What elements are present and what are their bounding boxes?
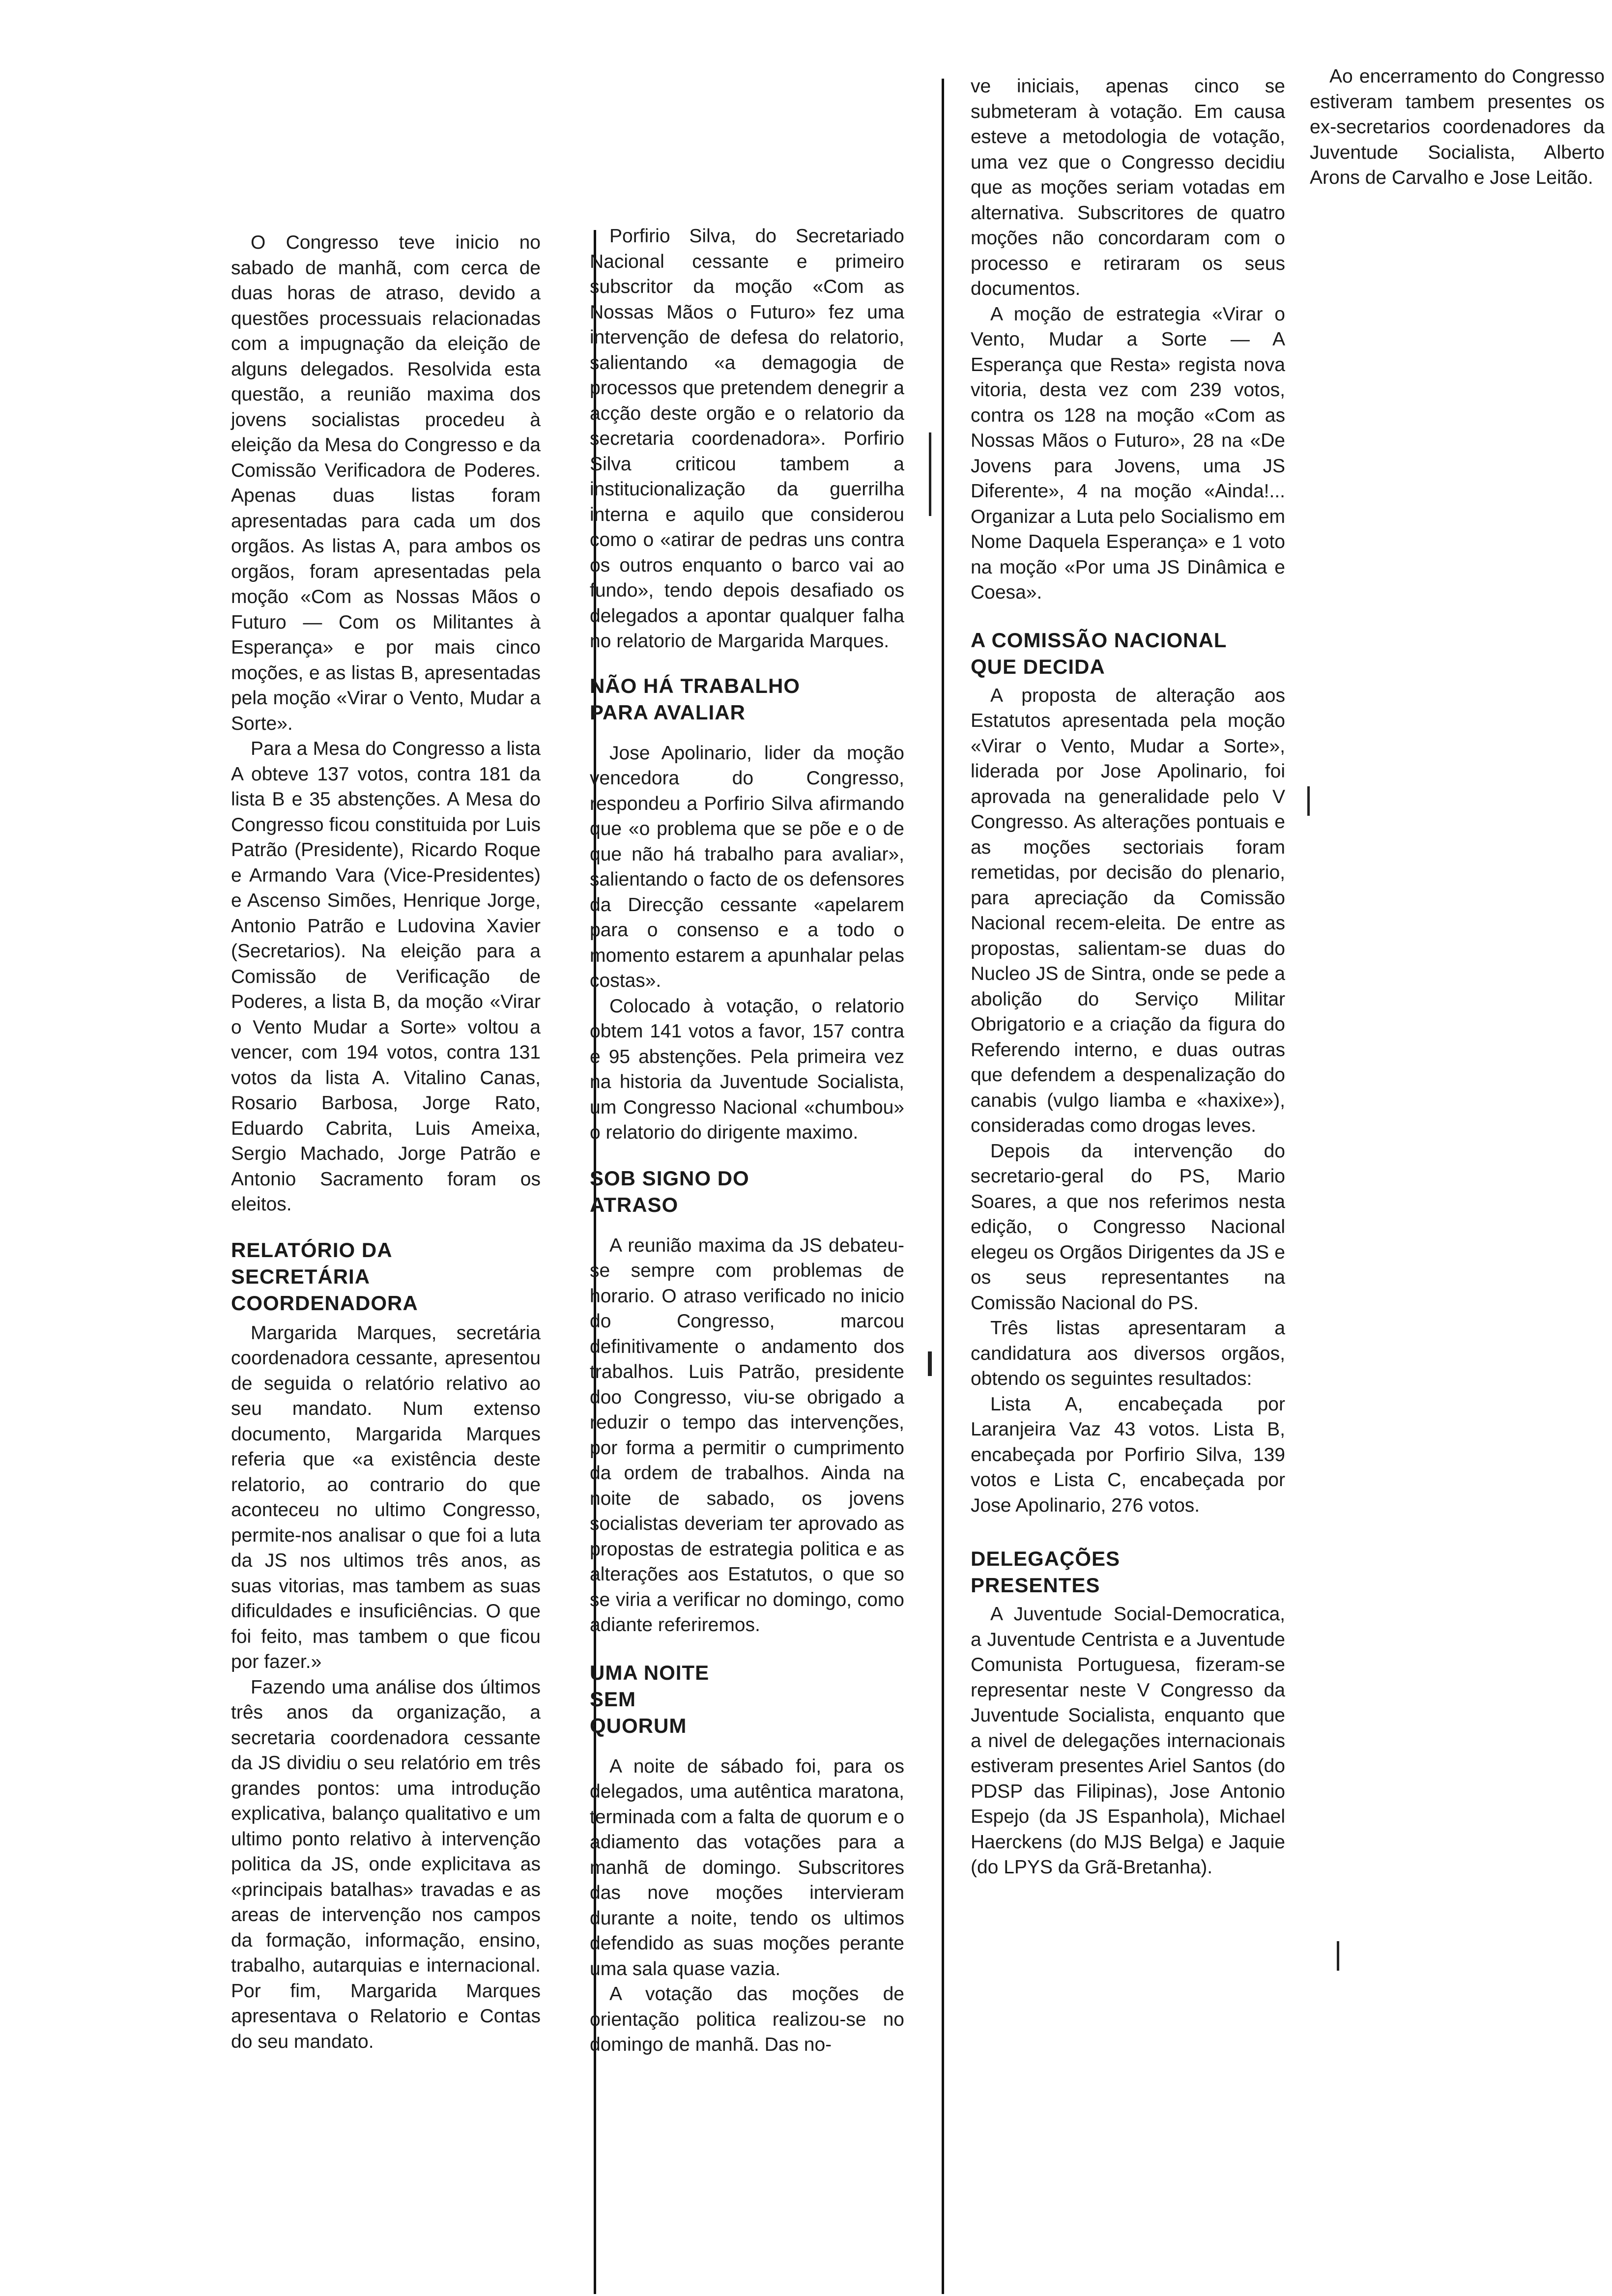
paragraph: A votação das moções de orientação politica realizou-se no domingo de manhã. Das no- [590, 1983, 904, 2055]
article-column-3 [971, 74, 1285, 1880]
paragraph: A reunião maxima da JS debateu-se sempre com problemas de horario. O atraso verificado no inicio do Congresso, marcou definitivamente o andamento dos trabalhos. Luis Patrão, presidente doo Congresso, viu-se obrigado a reduzir o tempo das intervenções, por forma a permitir o cumprimento da ordem de trabalhos. Ainda na noite de sabado, os jovens socialistas deveriam ter aprovado as propostas de estrategia politica e as alterações aos Estatutos, o que so se viria a verificar no domingo, como adiante referiremos. [590, 1234, 904, 1636]
column-rule-2 [942, 79, 944, 2294]
article-column-2 [590, 224, 904, 2058]
paragraph: Para a Mesa do Congresso a lista A obteve 137 votos, contra 181 da lista B e 35 abstenções. A Mesa do Congresso ficou constituida por Luis Patrão (Presidente), Ricardo Roque e Armando Vara (Vice-Presidentes) e Ascenso Simões, Henrique Jorge, Antonio Patrão e Ludovina Xavier (Secretarios). Na eleição para a Comissão de Verificação de Poderes, a lista B, da moção «Virar o Vento Mudar a Sorte» voltou a vencer, com 194 votos, contra 131 votos da lista A. Vitalino Canas, Rosario Barbosa, Jorge Rato, Eduardo Cabrita, Luis Ameixa, Sergio Machado, Jorge Patrão e Antonio Sacramento foram os eleitos. [231, 738, 541, 1215]
section-heading: UMA NOITE SEM QUORUM [590, 1661, 710, 1737]
paragraph: Ao encerramento do Congresso estiveram tambem presentes os ex-secretarios coordenadores da Juventude Socialista, Alberto Arons de Carvalho e Jose Leitão. [1310, 66, 1605, 188]
paragraph: A Juventude Social-Democratica, a Juventude Centrista e a Juventude Comunista Portuguesa, fizeram-se representar neste V Congresso da Juventude Socialista, enquanto que a nivel de delegações internacionais estiveram presentes Ariel Santos (do PDSP das Filipinas), Jose Antonio Espejo (da JS Espanhola), Michael Haerckens (do MJS Belga) e Jaquie (do LPYS da Grã-Bretanha). [971, 1604, 1285, 1878]
paragraph: A moção de estrategia «Virar o Vento, Mudar a Sorte — A Esperança que Resta» regista nova vitoria, desta vez com 239 votos, contra os 128 na moção «Com as Nossas Mãos o Futuro», 28 na «De Jovens para Jovens, uma JS Diferente», 4 na moção «Ainda!... Organizar a Luta pelo Socialismo em Nome Daquela Esperança» e 1 voto na moção «Por uma JS Dinâmica e Coesa». [971, 303, 1285, 603]
paragraph: Porfirio Silva, do Secretariado Nacional cessante e primeiro subscritor da moção «Com as Nossas Mãos o Futuro» fez uma intervenção de defesa do relatorio, salientando «a demagogia de processos que pretendem denegrir a acção deste orgão e o relatorio da secretaria coordenadora». Porfirio Silva criticou tambem a institucionalização da guerrilha interna e aquilo que considerou como o «atirar de pedras uns contra os outros enquanto o barco vai ao fundo», tendo depois desafiado os delegados a apontar qualquer falha no relatorio de Margarida Marques. [590, 226, 904, 652]
paragraph: Margarida Marques, secretária coordenadora cessante, apresentou de seguida o relatório relativo ao seu mandato. Num extenso documento, Margarida Marques referia que «a existência deste relatorio, ao contrario do que aconteceu no ultimo Congresso, permite-nos analisar o que foi a luta da JS nos ultimos três anos, as suas vitorias, mas tambem as suas dificuldades e insuficiências. O que foi feito, mas tambem o que ficou por fazer.» [231, 1322, 541, 1672]
print-mark [928, 1351, 932, 1376]
paragraph: Três listas apresentaram a candidatura aos diversos orgãos, obtendo os seguintes resultados: [971, 1318, 1285, 1389]
article-column-1 [231, 230, 541, 2054]
print-mark [929, 432, 931, 516]
paragraph: O Congresso teve inicio no sabado de manhã, com cerca de duas horas de atraso, devido a questões processuais relacionadas com a impugnação da eleição de alguns delegados. Resolvida esta questão, a reunião maxima dos jovens socialistas procedeu à eleição da Mesa do Congresso e da Comissão Verificadora de Poderes. Apenas duas listas foram apresentadas para cada um dos orgãos. As listas A, para ambos os orgãos, foram apresentadas pela moção «Com as Nossas Mãos o Futuro — Com os Militantes à Esperança» e por mais cinco moções, e as listas B, apresentadas pela moção «Virar o Vento, Mudar a Sorte». [231, 232, 541, 734]
section-heading: RELATÓRIO DA SECRETÁRIA COORDENADORA [231, 1238, 418, 1315]
section-heading: A COMISSÃO NACIONAL QUE DECIDA [971, 628, 1227, 678]
paragraph: Fazendo uma análise dos últimos três anos da organização, a secretaria coordenadora cessante da JS dividiu o seu relatório em três grandes pontos: uma introdução explicativa, balanço qualitativo e um ultimo ponto relativo à intervenção politica da JS, onde explicitava as «principais batalhas» travadas e as areas de intervenção nos campos da formação, informação, ensino, trabalho, autarquias e internacional. Por fim, Margarida Marques apresentava o Relatorio e Contas do seu mandato. [231, 1676, 541, 2052]
section-heading: SOB SIGNO DO ATRASO [590, 1166, 749, 1216]
section-heading: NÃO HÁ TRABALHO PARA AVALIAR [590, 674, 800, 724]
article-column-4 [1310, 64, 1605, 191]
paragraph: A proposta de alteração aos Estatutos apresentada pela moção «Virar o Vento, Mudar a Sorte», liderada por Jose Apolinario, foi aprovada na generalidade pelo V Congresso. As alterações pontuais e as moções sectoriais foram remetidas, por decisão do plenario, para apreciação da Comissão Nacional recem-eleita. De entre as propostas, salientam-se duas do Nucleo JS de Sintra, onde se pede a abolição do Serviço Militar Obrigatorio e a criação da figura do Referendo interno, e duas outras que defendem a despenalização do canabis (vulgo liamba e «haxixe»), consideradas como drogas leves. [971, 685, 1285, 1136]
paragraph: Lista A, encabeçada por Laranjeira Vaz 43 votos. Lista B, encabeçada por Porfirio Silva, 139 votos e Lista C, encabeçada por Jose Apolinario, 276 votos. [971, 1393, 1285, 1516]
print-mark [1307, 786, 1310, 816]
paragraph: Colocado à votação, o relatorio obtem 141 votos a favor, 157 contra e 95 abstenções. Pela primeira vez na historia da Juventude Socialista, um Congresso Nacional «chumbou» o relatorio do dirigente maximo. [590, 995, 904, 1143]
section-heading: DELEGAÇÕES PRESENTES [971, 1547, 1121, 1597]
paragraph: Jose Apolinario, lider da moção vencedora do Congresso, respondeu a Porfirio Silva afirmando que «o problema que se põe e o de que não há trabalho para avaliar», salientando o facto de os defensores da Direcção cessante «apelarem para o consenso e a todo o momento estarem a apunhalar pelas costas». [590, 742, 904, 991]
print-mark [1337, 1941, 1339, 1971]
paragraph: A noite de sábado foi, para os delegados, uma autêntica maratona, terminada com a falta de quorum e o adiamento das votações para a manhã de domingo. Subscritores das nove moções intervieram durante a noite, tendo os ultimos defendido as suas moções perante uma sala quase vazia. [590, 1755, 904, 1980]
paragraph: Depois da intervenção do secretario-geral do PS, Mario Soares, a que nos referimos nesta edição, o Congresso Nacional elegeu os Orgãos Dirigentes da JS e os seus representantes na Comissão Nacional do PS. [971, 1140, 1285, 1314]
paragraph: ve iniciais, apenas cinco se submeteram à votação. Em causa esteve a metodologia de votação, uma vez que o Congresso decidiu que as moções seriam votadas em alternativa. Subscritores de quatro moções não concordaram com o processo e retiraram os seus documentos. [971, 76, 1285, 299]
